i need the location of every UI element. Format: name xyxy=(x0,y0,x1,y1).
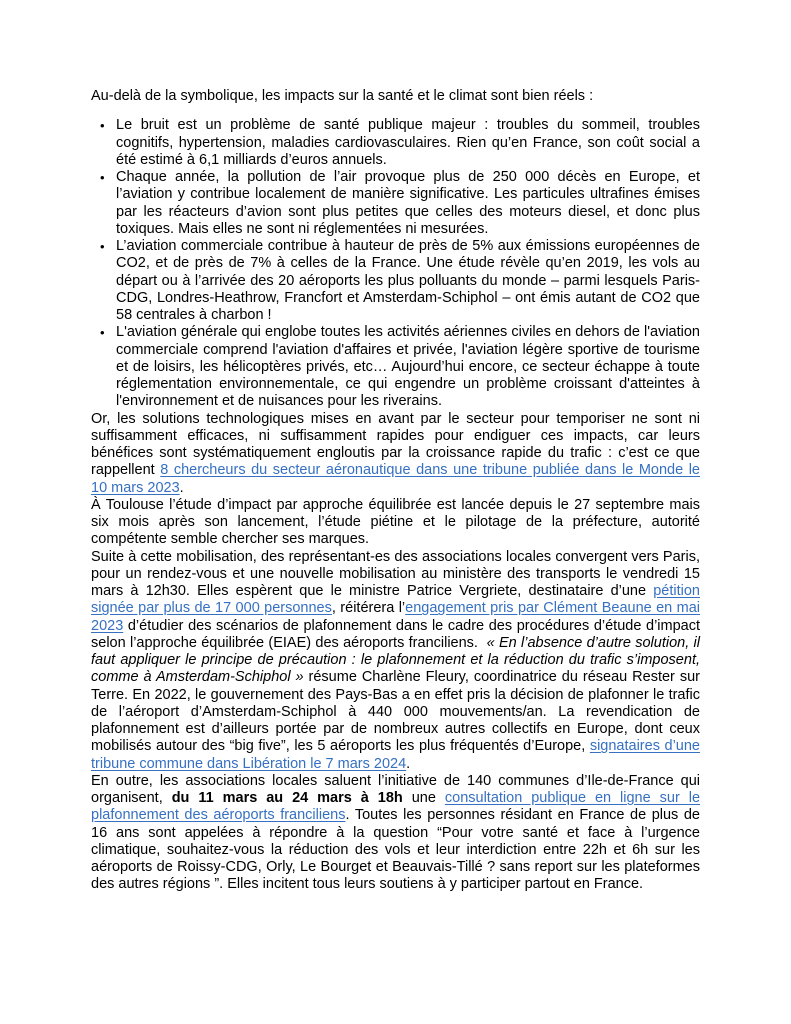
text-segment: une xyxy=(402,790,445,806)
paragraph-consultation xyxy=(91,773,700,894)
bullet-icon: • xyxy=(100,118,105,134)
bullet-icon: • xyxy=(100,239,105,254)
text-segment: du 11 mars au 24 mars à 18h xyxy=(171,790,403,806)
inline-link[interactable]: signataires d’une tribune commune dans Libération le 7 mars 2024 xyxy=(91,738,700,772)
bullet-icon: • xyxy=(100,325,105,341)
text-segment: En outre, les associations locales saluent l’initiative de 140 communes d’Ile-de-France qui organisent, xyxy=(91,772,700,806)
text-segment: À Toulouse l’étude d’impact par approche équilibrée est lancée depuis le 27 septembre mais six mois après son lancement, l’étude piétine et le pilotage de la préfecture, autorité compétente semble chercher ses marques. xyxy=(91,496,700,548)
paragraph-solutions xyxy=(91,411,700,497)
bullet-icon: • xyxy=(100,170,105,185)
intro-paragraph: Au-delà de la symbolique, les impacts sur la santé et le climat sont bien réels : xyxy=(91,88,594,104)
text-segment: résume Charlène Fleury, coordinatrice du réseau Rester sur Terre. En 2022, le gouvernement des Pays-Bas a en effet pris la décision de plafonner le trafic de l’aéroport d’Amsterdam-Schiphol à 440 000 mouvements/an. La revendication de plafonnement est d’ailleurs portée par de nombreux autres collectifs en Europe, dont ceux mobilisés autour des “big five”, les 5 aéroports les plus fréquentés d’Europe, xyxy=(91,669,700,755)
text-segment: , réitérera l’ xyxy=(331,600,406,617)
paragraph-toulouse xyxy=(91,497,700,549)
bullet-text xyxy=(116,169,700,238)
text-segment: Le bruit est un problème de santé publique majeur : troubles du sommeil, troubles cognitifs, hypertension, maladies cardiovasculaires. Rien qu’en France, son coût social a été estimé à 6,1 milliards d’euros annuels. xyxy=(116,117,700,168)
inline-link[interactable]: engagement pris par Clément Beaune en mai 2023 xyxy=(91,600,700,634)
paragraph-mobilisation xyxy=(91,549,700,773)
bullet-item xyxy=(91,238,700,324)
text-segment: d’étudier des scénarios de plafonnement dans le cadre des procédures d’étude d’impact selon l’approche équilibrée (EIAE) des aéroports franciliens. xyxy=(91,617,700,651)
text-segment: « En l’absence d’autre solution, il faut appliquer le principe de précaution : le plafonnement et la réduction du trafic s’imposent, comme à Amsterdam-Schiphol » xyxy=(91,634,700,686)
text-segment: L'aviation générale qui englobe toutes les activités aériennes civiles en dehors de l'aviation commerciale comprend l'aviation d'affaires et privée, l'aviation légère sportive de tourisme et de loisirs, les hélicoptères privés, etc… Aujourd’hui encore, ce secteur échappe à toute réglementation environnementale, ce qui engendre un problème croissant d'atteintes à l'environnement et de nuisances pour les riverains. xyxy=(116,324,700,410)
text-segment: . Toutes les personnes résidant en France de plus de 16 ans sont appelées à répondre à la question “Pour votre santé et face à l’urgence climatique, souhaitez-vous la réduction des vols et leur interdiction entre 22h et 6h sur les aéroports de Roissy-CDG, Orly, Le Bourget et Beauvais-Tillé ? sans report sur les plateformes des autres régions ”. Elles incitent tous leurs soutiens à y participer partout en France. xyxy=(91,807,700,893)
bullet-text xyxy=(116,238,700,324)
text-segment: Suite à cette mobilisation, des représentant-es des associations locales convergent vers Paris, pour un rendez-vous et une nouvelle mobilisation au ministère des transports le vendredi 15 mars à 12h30. Elles espèrent que le ministre Patrice Vergriete, destinataire d’une xyxy=(91,548,700,599)
text-segment: . xyxy=(406,755,411,772)
text-segment: . xyxy=(179,479,184,496)
bullet-item xyxy=(91,324,700,410)
bullet-text xyxy=(116,117,700,169)
inline-link[interactable]: pétition signée par plus de 17 000 personnes xyxy=(91,583,700,617)
text-segment: L’aviation commerciale contribue à hauteur de près de 5% aux émissions européennes de CO2, et de près de 7% à celles de la France. Une étude révèle qu’en 2019, les vols au départ ou à l’arrivée des 20 aéroports les plus polluants du monde – parmi lesquels Paris-CDG, Londres-Heathrow, Francfort et Amsterdam-Schiphol – ont émis autant de CO2 que 58 centrales à charbon ! xyxy=(116,238,700,323)
text-segment: Or, les solutions technologiques mises en avant par le secteur pour temporiser ne sont ni suffisamment efficaces, ni suffisamment rapides pour endiguer ces impacts, car leurs bénéfices sont systématiquement engloutis par la croissance rapide du trafic : c’est ce que rappellent xyxy=(91,410,700,479)
bullet-item xyxy=(91,169,700,238)
bullet-item xyxy=(91,117,700,169)
inline-link[interactable]: 8 chercheurs du secteur aéronautique dans une tribune publiée dans le Monde le 10 mars 2023 xyxy=(91,462,700,496)
bullet-list xyxy=(91,117,700,410)
bullet-text xyxy=(116,324,700,410)
inline-link[interactable]: consultation publique en ligne sur le plafonnement des aéroports franciliens xyxy=(91,790,701,824)
text-segment: Chaque année, la pollution de l’air provoque plus de 250 000 décès en Europe, et l’aviation y contribue localement de manière significative. Les particules ultrafines émises par les réacteurs d’avion sont plus petites que celles des moteurs diesel, et donc plus toxiques. Mais elles ne sont ni réglementées ni mesurées. xyxy=(116,169,700,237)
